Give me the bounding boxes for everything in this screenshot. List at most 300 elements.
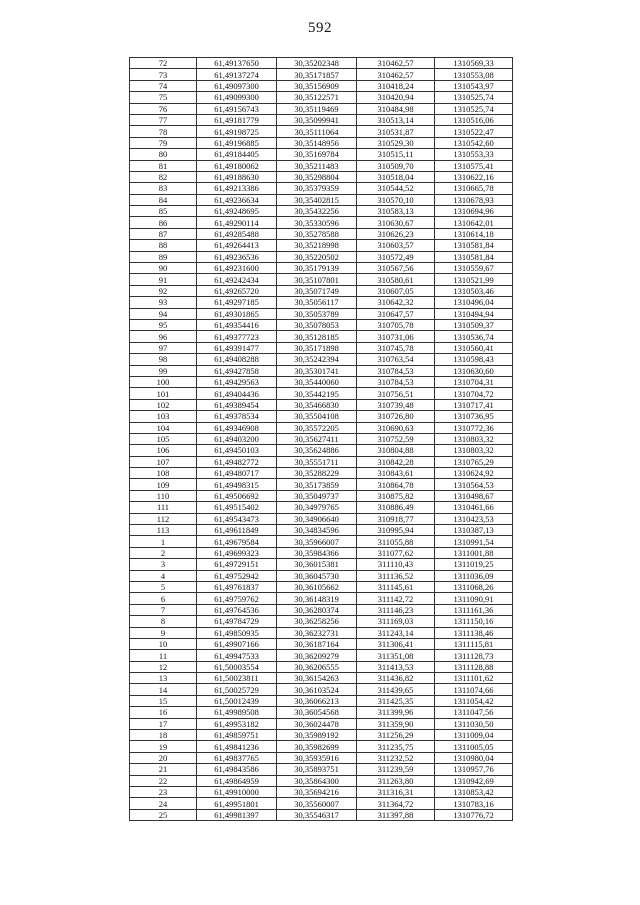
- longitude-cell: 30,36066213: [277, 695, 357, 706]
- latitude-cell: 61,49759762: [197, 593, 277, 604]
- table-row: [130, 422, 513, 433]
- x-coordinate-cell: 310531,87: [357, 126, 435, 137]
- latitude-cell: 61,49850935: [197, 627, 277, 638]
- latitude-cell: 61,49907166: [197, 638, 277, 649]
- latitude-cell: 61,49137274: [197, 69, 277, 80]
- table-row: [130, 58, 513, 69]
- x-coordinate-cell: 311306,41: [357, 638, 435, 649]
- y-coordinate-cell: 1310559,67: [435, 263, 513, 274]
- x-coordinate-cell: 310642,32: [357, 297, 435, 308]
- longitude-cell: 30,36258256: [277, 616, 357, 627]
- point-number-cell: 16: [130, 707, 197, 718]
- table-row: [130, 445, 513, 456]
- table-row: [130, 650, 513, 661]
- y-coordinate-cell: 1311001,88: [435, 547, 513, 558]
- y-coordinate-cell: 1310765,29: [435, 456, 513, 467]
- latitude-cell: 61,49378534: [197, 411, 277, 422]
- y-coordinate-cell: 1311115,81: [435, 638, 513, 649]
- latitude-cell: 61,49764536: [197, 604, 277, 615]
- latitude-cell: 61,49611849: [197, 525, 277, 536]
- longitude-cell: 30,36103524: [277, 684, 357, 695]
- y-coordinate-cell: 1311128,88: [435, 661, 513, 672]
- latitude-cell: 61,49404436: [197, 388, 277, 399]
- table-row: [130, 365, 513, 376]
- latitude-cell: 61,49265720: [197, 285, 277, 296]
- latitude-cell: 61,49859751: [197, 730, 277, 741]
- y-coordinate-cell: 1311068,26: [435, 581, 513, 592]
- table-row: [130, 285, 513, 296]
- table-row: [130, 399, 513, 410]
- latitude-cell: 61,49231600: [197, 263, 277, 274]
- table-row: [130, 468, 513, 479]
- y-coordinate-cell: 1310522,47: [435, 126, 513, 137]
- latitude-cell: 61,49480717: [197, 468, 277, 479]
- table-row: [130, 171, 513, 182]
- longitude-cell: 30,35402815: [277, 194, 357, 205]
- y-coordinate-cell: 1310543,97: [435, 80, 513, 91]
- point-number-cell: 14: [130, 684, 197, 695]
- x-coordinate-cell: 310580,61: [357, 274, 435, 285]
- y-coordinate-cell: 1310569,33: [435, 58, 513, 69]
- latitude-cell: 61,49953182: [197, 718, 277, 729]
- point-number-cell: 13: [130, 673, 197, 684]
- latitude-cell: 61,49377723: [197, 331, 277, 342]
- longitude-cell: 30,35122571: [277, 92, 357, 103]
- point-number-cell: 108: [130, 468, 197, 479]
- table-row: [130, 376, 513, 387]
- x-coordinate-cell: 310918,77: [357, 513, 435, 524]
- table-row: [130, 456, 513, 467]
- y-coordinate-cell: 1310624,92: [435, 468, 513, 479]
- table-row: [130, 331, 513, 342]
- latitude-cell: 61,49181779: [197, 114, 277, 125]
- longitude-cell: 30,35982699: [277, 741, 357, 752]
- table-row: [130, 80, 513, 91]
- point-number-cell: 75: [130, 92, 197, 103]
- longitude-cell: 30,34834596: [277, 525, 357, 536]
- x-coordinate-cell: 310418,24: [357, 80, 435, 91]
- x-coordinate-cell: 310462,57: [357, 69, 435, 80]
- longitude-cell: 30,36045730: [277, 570, 357, 581]
- table-row: [130, 206, 513, 217]
- longitude-cell: 30,35211483: [277, 160, 357, 171]
- latitude-cell: 61,50003554: [197, 661, 277, 672]
- point-number-cell: 102: [130, 399, 197, 410]
- y-coordinate-cell: 1310803,32: [435, 445, 513, 456]
- x-coordinate-cell: 311235,75: [357, 741, 435, 752]
- longitude-cell: 30,35202348: [277, 58, 357, 69]
- x-coordinate-cell: 310705,78: [357, 319, 435, 330]
- y-coordinate-cell: 1310942,69: [435, 775, 513, 786]
- latitude-cell: 61,49864959: [197, 775, 277, 786]
- latitude-cell: 61,49188630: [197, 171, 277, 182]
- x-coordinate-cell: 310509,70: [357, 160, 435, 171]
- y-coordinate-cell: 1310461,66: [435, 502, 513, 513]
- longitude-cell: 30,36280374: [277, 604, 357, 615]
- y-coordinate-cell: 1310642,01: [435, 217, 513, 228]
- table-row: [130, 502, 513, 513]
- latitude-cell: 61,49285488: [197, 228, 277, 239]
- latitude-cell: 61,50025729: [197, 684, 277, 695]
- x-coordinate-cell: 310756,51: [357, 388, 435, 399]
- table-row: [130, 604, 513, 615]
- table-row: [130, 547, 513, 558]
- y-coordinate-cell: 1311074,66: [435, 684, 513, 695]
- longitude-cell: 30,35099941: [277, 114, 357, 125]
- longitude-cell: 30,36154263: [277, 673, 357, 684]
- latitude-cell: 61,49180062: [197, 160, 277, 171]
- table-row: [130, 718, 513, 729]
- point-number-cell: 99: [130, 365, 197, 376]
- longitude-cell: 30,35056117: [277, 297, 357, 308]
- longitude-cell: 30,35278588: [277, 228, 357, 239]
- y-coordinate-cell: 1310736,95: [435, 411, 513, 422]
- longitude-cell: 30,35169784: [277, 149, 357, 160]
- longitude-cell: 30,35551711: [277, 456, 357, 467]
- latitude-cell: 61,49198725: [197, 126, 277, 137]
- table-row: [130, 388, 513, 399]
- x-coordinate-cell: 310726,80: [357, 411, 435, 422]
- point-number-cell: 18: [130, 730, 197, 741]
- table-row: [130, 730, 513, 741]
- latitude-cell: 61,49346908: [197, 422, 277, 433]
- x-coordinate-cell: 310875,82: [357, 490, 435, 501]
- table-row: [130, 137, 513, 148]
- y-coordinate-cell: 1310772,36: [435, 422, 513, 433]
- x-coordinate-cell: 311436,82: [357, 673, 435, 684]
- table-row: [130, 342, 513, 353]
- longitude-cell: 30,36015381: [277, 559, 357, 570]
- table-row: [130, 274, 513, 285]
- point-number-cell: 89: [130, 251, 197, 262]
- longitude-cell: 30,35071749: [277, 285, 357, 296]
- y-coordinate-cell: 1310581,84: [435, 251, 513, 262]
- table-row: [130, 559, 513, 570]
- x-coordinate-cell: 310572,49: [357, 251, 435, 262]
- longitude-cell: 30,36148319: [277, 593, 357, 604]
- y-coordinate-cell: 1311138,46: [435, 627, 513, 638]
- y-coordinate-cell: 1311005,05: [435, 741, 513, 752]
- point-number-cell: 77: [130, 114, 197, 125]
- longitude-cell: 30,35053789: [277, 308, 357, 319]
- table-row: [130, 627, 513, 638]
- table-row: [130, 160, 513, 171]
- point-number-cell: 21: [130, 764, 197, 775]
- table-row: [130, 114, 513, 125]
- table-row: [130, 525, 513, 536]
- longitude-cell: 30,35111064: [277, 126, 357, 137]
- y-coordinate-cell: 1310423,53: [435, 513, 513, 524]
- y-coordinate-cell: 1311090,91: [435, 593, 513, 604]
- x-coordinate-cell: 310529,30: [357, 137, 435, 148]
- point-number-cell: 110: [130, 490, 197, 501]
- point-number-cell: 98: [130, 354, 197, 365]
- longitude-cell: 30,35442195: [277, 388, 357, 399]
- y-coordinate-cell: 1310704,31: [435, 376, 513, 387]
- table-row: [130, 775, 513, 786]
- y-coordinate-cell: 1310678,93: [435, 194, 513, 205]
- table-row: [130, 479, 513, 490]
- x-coordinate-cell: 311425,35: [357, 695, 435, 706]
- point-number-cell: 15: [130, 695, 197, 706]
- table-row: [130, 411, 513, 422]
- longitude-cell: 30,35119469: [277, 103, 357, 114]
- latitude-cell: 61,49515402: [197, 502, 277, 513]
- point-number-cell: 78: [130, 126, 197, 137]
- point-number-cell: 5: [130, 581, 197, 592]
- latitude-cell: 61,49837765: [197, 752, 277, 763]
- latitude-cell: 61,49482772: [197, 456, 277, 467]
- latitude-cell: 61,49196885: [197, 137, 277, 148]
- latitude-cell: 61,49699323: [197, 547, 277, 558]
- longitude-cell: 30,35078053: [277, 319, 357, 330]
- latitude-cell: 61,49391477: [197, 342, 277, 353]
- x-coordinate-cell: 310842,28: [357, 456, 435, 467]
- y-coordinate-cell: 1310494,94: [435, 308, 513, 319]
- point-number-cell: 84: [130, 194, 197, 205]
- point-number-cell: 85: [130, 206, 197, 217]
- longitude-cell: 30,35173859: [277, 479, 357, 490]
- longitude-cell: 30,35546317: [277, 809, 357, 820]
- x-coordinate-cell: 311142,72: [357, 593, 435, 604]
- table-row: [130, 673, 513, 684]
- point-number-cell: 81: [130, 160, 197, 171]
- point-number-cell: 93: [130, 297, 197, 308]
- longitude-cell: 30,35694216: [277, 787, 357, 798]
- y-coordinate-cell: 1310498,67: [435, 490, 513, 501]
- x-coordinate-cell: 310513,14: [357, 114, 435, 125]
- x-coordinate-cell: 311232,52: [357, 752, 435, 763]
- table-row: [130, 593, 513, 604]
- latitude-cell: 61,49389454: [197, 399, 277, 410]
- table-row: [130, 764, 513, 775]
- point-number-cell: 96: [130, 331, 197, 342]
- y-coordinate-cell: 1311036,09: [435, 570, 513, 581]
- y-coordinate-cell: 1310516,06: [435, 114, 513, 125]
- longitude-cell: 30,34979765: [277, 502, 357, 513]
- x-coordinate-cell: 310690,63: [357, 422, 435, 433]
- longitude-cell: 30,35171898: [277, 342, 357, 353]
- longitude-cell: 30,35107801: [277, 274, 357, 285]
- point-number-cell: 17: [130, 718, 197, 729]
- longitude-cell: 30,35179139: [277, 263, 357, 274]
- longitude-cell: 30,35893751: [277, 764, 357, 775]
- latitude-cell: 61,49213386: [197, 183, 277, 194]
- point-number-cell: 100: [130, 376, 197, 387]
- table-row: [130, 69, 513, 80]
- point-number-cell: 25: [130, 809, 197, 820]
- y-coordinate-cell: 1310509,37: [435, 319, 513, 330]
- latitude-cell: 61,49729151: [197, 559, 277, 570]
- latitude-cell: 61,49290114: [197, 217, 277, 228]
- longitude-cell: 30,35504108: [277, 411, 357, 422]
- longitude-cell: 30,36232731: [277, 627, 357, 638]
- y-coordinate-cell: 1310803,32: [435, 433, 513, 444]
- x-coordinate-cell: 310420,94: [357, 92, 435, 103]
- latitude-cell: 61,49099300: [197, 92, 277, 103]
- page-number: 592: [308, 20, 332, 36]
- y-coordinate-cell: 1310575,41: [435, 160, 513, 171]
- latitude-cell: 61,49242434: [197, 274, 277, 285]
- x-coordinate-cell: 310752,59: [357, 433, 435, 444]
- latitude-cell: 61,49843586: [197, 764, 277, 775]
- point-number-cell: 20: [130, 752, 197, 763]
- latitude-cell: 61,49761837: [197, 581, 277, 592]
- point-number-cell: 111: [130, 502, 197, 513]
- point-number-cell: 82: [130, 171, 197, 182]
- point-number-cell: 8: [130, 616, 197, 627]
- y-coordinate-cell: 1310614,18: [435, 228, 513, 239]
- point-number-cell: 76: [130, 103, 197, 114]
- x-coordinate-cell: 310804,88: [357, 445, 435, 456]
- point-number-cell: 73: [130, 69, 197, 80]
- x-coordinate-cell: 311316,31: [357, 787, 435, 798]
- x-coordinate-cell: 310784,53: [357, 365, 435, 376]
- longitude-cell: 30,35379359: [277, 183, 357, 194]
- point-number-cell: 107: [130, 456, 197, 467]
- x-coordinate-cell: 310731,06: [357, 331, 435, 342]
- x-coordinate-cell: 311243,14: [357, 627, 435, 638]
- table-row: [130, 217, 513, 228]
- latitude-cell: 61,49297185: [197, 297, 277, 308]
- y-coordinate-cell: 1310536,74: [435, 331, 513, 342]
- x-coordinate-cell: 310544,52: [357, 183, 435, 194]
- table-row: [130, 707, 513, 718]
- y-coordinate-cell: 1310553,08: [435, 69, 513, 80]
- x-coordinate-cell: 310570,10: [357, 194, 435, 205]
- point-number-cell: 104: [130, 422, 197, 433]
- y-coordinate-cell: 1310598,43: [435, 354, 513, 365]
- y-coordinate-cell: 1311054,42: [435, 695, 513, 706]
- longitude-cell: 30,35560007: [277, 798, 357, 809]
- x-coordinate-cell: 311169,03: [357, 616, 435, 627]
- x-coordinate-cell: 310745,78: [357, 342, 435, 353]
- x-coordinate-cell: 311256,29: [357, 730, 435, 741]
- x-coordinate-cell: 310603,57: [357, 240, 435, 251]
- x-coordinate-cell: 310784,53: [357, 376, 435, 387]
- longitude-cell: 30,36209279: [277, 650, 357, 661]
- table-row: [130, 787, 513, 798]
- table-row: [130, 695, 513, 706]
- point-number-cell: 87: [130, 228, 197, 239]
- latitude-cell: 61,49403200: [197, 433, 277, 444]
- y-coordinate-cell: 1310525,74: [435, 103, 513, 114]
- longitude-cell: 30,35989192: [277, 730, 357, 741]
- point-number-cell: 80: [130, 149, 197, 160]
- point-number-cell: 74: [130, 80, 197, 91]
- latitude-cell: 61,49301865: [197, 308, 277, 319]
- point-number-cell: 86: [130, 217, 197, 228]
- table-row: [130, 536, 513, 547]
- y-coordinate-cell: 1310564,53: [435, 479, 513, 490]
- y-coordinate-cell: 1310704,72: [435, 388, 513, 399]
- coordinate-table-body: [130, 58, 513, 821]
- point-number-cell: 97: [130, 342, 197, 353]
- longitude-cell: 30,35218998: [277, 240, 357, 251]
- latitude-cell: 61,49450103: [197, 445, 277, 456]
- x-coordinate-cell: 310864,78: [357, 479, 435, 490]
- longitude-cell: 30,36187164: [277, 638, 357, 649]
- x-coordinate-cell: 310462,57: [357, 58, 435, 69]
- table-row: [130, 513, 513, 524]
- table-row: [130, 183, 513, 194]
- x-coordinate-cell: 310484,98: [357, 103, 435, 114]
- latitude-cell: 61,49097300: [197, 80, 277, 91]
- point-number-cell: 19: [130, 741, 197, 752]
- point-number-cell: 106: [130, 445, 197, 456]
- point-number-cell: 113: [130, 525, 197, 536]
- x-coordinate-cell: 310995,94: [357, 525, 435, 536]
- point-number-cell: 109: [130, 479, 197, 490]
- y-coordinate-cell: 1311150,16: [435, 616, 513, 627]
- y-coordinate-cell: 1310980,04: [435, 752, 513, 763]
- y-coordinate-cell: 1311009,04: [435, 730, 513, 741]
- latitude-cell: 61,49429563: [197, 376, 277, 387]
- longitude-cell: 30,36206555: [277, 661, 357, 672]
- x-coordinate-cell: 311364,72: [357, 798, 435, 809]
- latitude-cell: 61,49506692: [197, 490, 277, 501]
- point-number-cell: 12: [130, 661, 197, 672]
- table-row: [130, 490, 513, 501]
- longitude-cell: 30,35330596: [277, 217, 357, 228]
- longitude-cell: 30,35171857: [277, 69, 357, 80]
- x-coordinate-cell: 310567,56: [357, 263, 435, 274]
- longitude-cell: 30,35440060: [277, 376, 357, 387]
- table-row: [130, 92, 513, 103]
- y-coordinate-cell: 1310783,16: [435, 798, 513, 809]
- table-row: [130, 297, 513, 308]
- x-coordinate-cell: 310518,04: [357, 171, 435, 182]
- longitude-cell: 30,35156909: [277, 80, 357, 91]
- y-coordinate-cell: 1310957,76: [435, 764, 513, 775]
- x-coordinate-cell: 311136,52: [357, 570, 435, 581]
- x-coordinate-cell: 311397,88: [357, 809, 435, 820]
- table-row: [130, 228, 513, 239]
- x-coordinate-cell: 311263,80: [357, 775, 435, 786]
- y-coordinate-cell: 1311047,56: [435, 707, 513, 718]
- latitude-cell: 61,49910000: [197, 787, 277, 798]
- table-row: [130, 194, 513, 205]
- point-number-cell: 6: [130, 593, 197, 604]
- point-number-cell: 24: [130, 798, 197, 809]
- latitude-cell: 61,49248695: [197, 206, 277, 217]
- point-number-cell: 95: [130, 319, 197, 330]
- table-row: [130, 752, 513, 763]
- x-coordinate-cell: 310626,23: [357, 228, 435, 239]
- longitude-cell: 30,35466830: [277, 399, 357, 410]
- longitude-cell: 30,35984366: [277, 547, 357, 558]
- table-row: [130, 809, 513, 820]
- point-number-cell: 105: [130, 433, 197, 444]
- y-coordinate-cell: 1310503,46: [435, 285, 513, 296]
- x-coordinate-cell: 310886,49: [357, 502, 435, 513]
- longitude-cell: 30,35572205: [277, 422, 357, 433]
- y-coordinate-cell: 1311161,36: [435, 604, 513, 615]
- y-coordinate-cell: 1311030,50: [435, 718, 513, 729]
- x-coordinate-cell: 311145,61: [357, 581, 435, 592]
- table-row: [130, 354, 513, 365]
- table-row: [130, 149, 513, 160]
- table-row: [130, 433, 513, 444]
- latitude-cell: 61,49184405: [197, 149, 277, 160]
- point-number-cell: 103: [130, 411, 197, 422]
- y-coordinate-cell: 1310630,60: [435, 365, 513, 376]
- table-row: [130, 103, 513, 114]
- longitude-cell: 30,34906640: [277, 513, 357, 524]
- x-coordinate-cell: 310630,67: [357, 217, 435, 228]
- table-row: [130, 684, 513, 695]
- coordinate-table: [129, 57, 513, 821]
